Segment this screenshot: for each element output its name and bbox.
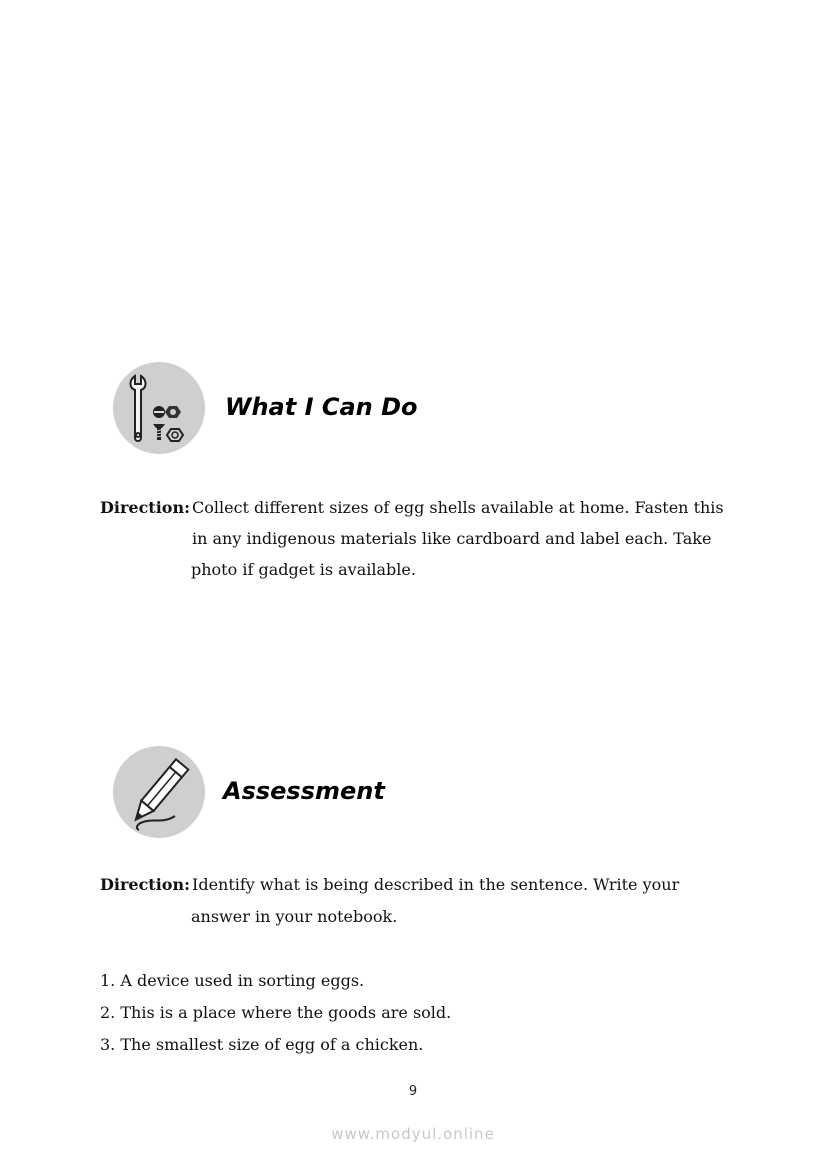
direction-line: in any indigenous materials like cardboard and label each. Take [192,529,712,548]
pencil-icon [113,746,205,838]
direction-line: Identify what is being described in the sentence. Write your [192,875,680,894]
watermark: www.modyul.online [331,1125,495,1143]
list-item: 3. The smallest size of egg of a chicken. [100,1035,424,1054]
assessment-items [100,965,451,1061]
what-i-can-do-direction [100,492,740,592]
what-i-can-do-title: What I Can Do [225,393,418,421]
direction-line: answer in your notebook. [191,907,398,926]
assessment-direction [100,869,740,939]
direction-label: Direction: [100,875,190,894]
page-number: 9 [408,1084,418,1099]
list-item: 1. A device used in sorting eggs. [100,971,365,990]
direction-line: photo if gadget is available. [191,560,416,579]
tools-icon [113,362,205,454]
direction-line: Collect different sizes of egg shells available at home. Fasten this [192,498,724,517]
assessment-title: Assessment [223,777,385,805]
list-item: 2. This is a place where the goods are sold. [100,1003,452,1022]
direction-label: Direction: [100,498,190,517]
